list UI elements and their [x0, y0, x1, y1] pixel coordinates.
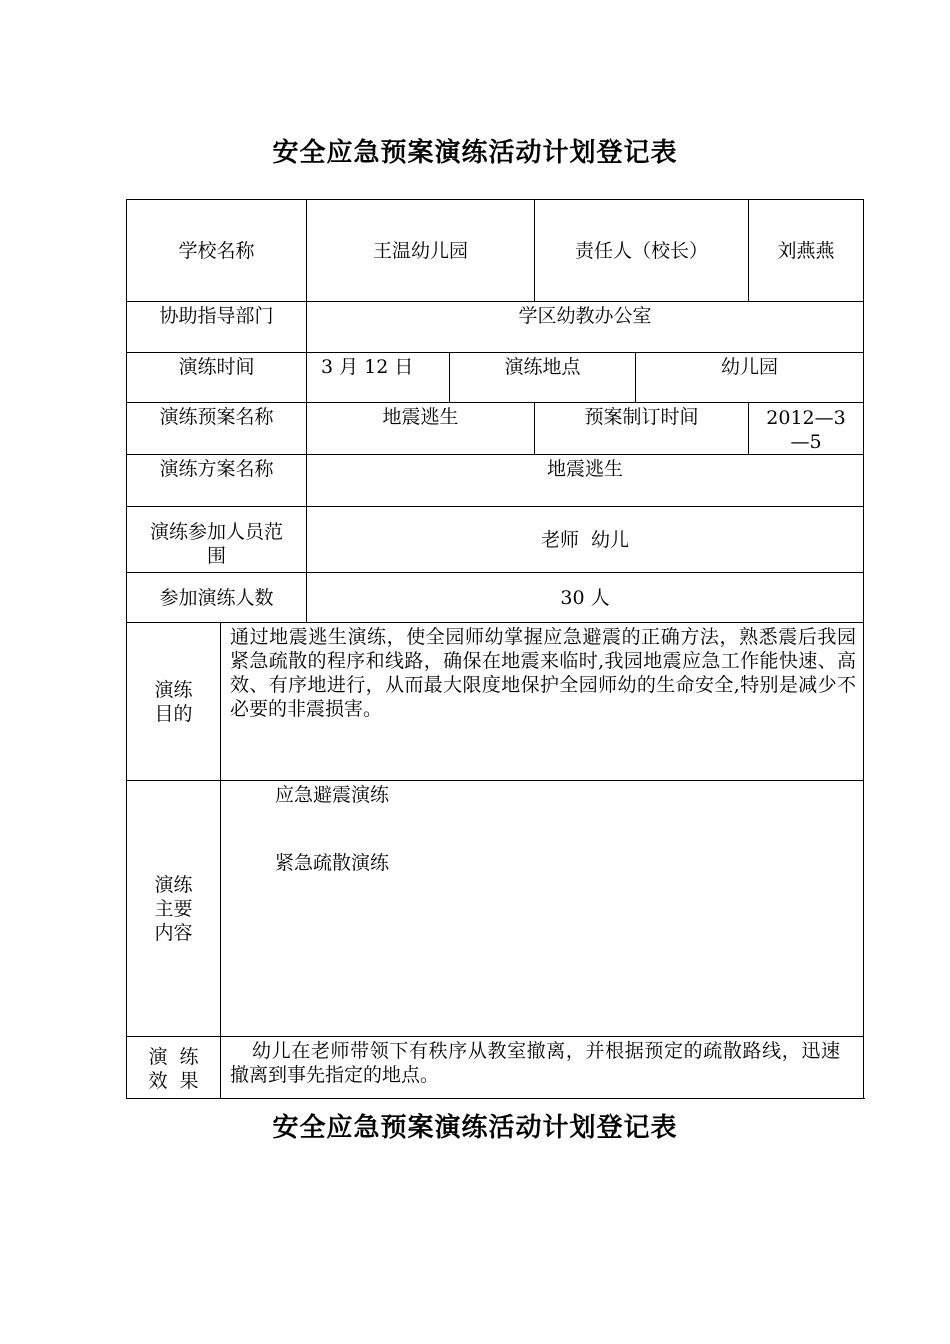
purpose-label-line2: 目的 — [154, 702, 193, 725]
content-label-line2: 主要 — [154, 897, 193, 920]
plan-name-label: 演练预案名称 — [159, 406, 274, 428]
content-label-line3: 内容 — [154, 921, 193, 944]
scheme-name-value: 地震逃生 — [546, 458, 623, 480]
drill-place-value: 幼儿园 — [720, 356, 778, 378]
page-title: 安全应急预案演练活动计划登记表 — [272, 138, 678, 168]
plan-name-value: 地震逃生 — [382, 406, 459, 428]
participant-count-value: 30 人 — [560, 586, 610, 609]
content-item-2: 紧急疏散演练 — [275, 852, 390, 874]
principal-value: 刘燕燕 — [777, 239, 835, 262]
content-label — [127, 781, 220, 1036]
participant-scope-line1: 演练参加人员范 — [149, 521, 283, 543]
plan-date-label: 预案制订时间 — [584, 406, 699, 428]
school-name-label: 学校名称 — [178, 239, 255, 262]
plan-date-line1: 2012—3 — [766, 406, 846, 429]
purpose-text: 通过地震逃生演练，使全园师幼掌握应急避震的正确方法，熟悉震后我园紧急疏散的程序和线路，确保在地震来临时,我园地震应急工作能快速、高效、有序地进行，从而最大限度地保护全园师幼的生命安全,特别是减少不必要的非震损害。 — [230, 626, 856, 720]
scheme-name-label: 演练方案名称 — [159, 458, 274, 480]
plan-date-line2: —5 — [790, 430, 822, 453]
school-name-value: 王温幼儿园 — [372, 239, 468, 262]
drill-time-value: 3 月 12 日 — [321, 356, 414, 378]
table-border — [126, 1098, 865, 1099]
row-divider — [126, 780, 864, 781]
row-divider — [126, 1036, 864, 1037]
effect-label-line1: 演 练 — [148, 1045, 199, 1068]
effect-label — [127, 1039, 220, 1098]
participant-scope-label — [127, 516, 306, 572]
column-divider — [220, 622, 221, 1099]
plan-date-value — [749, 405, 863, 454]
drill-time-label: 演练时间 — [178, 356, 255, 378]
purpose-label-line1: 演练 — [154, 678, 193, 701]
effect-label-line2: 效 果 — [148, 1069, 199, 1092]
drill-place-label: 演练地点 — [504, 356, 581, 378]
page-title-repeat: 安全应急预案演练活动计划登记表 — [272, 1113, 678, 1143]
assist-dept-value: 学区幼教办公室 — [518, 305, 652, 327]
participant-scope-value: 老师 幼儿 — [540, 528, 630, 551]
table-border — [863, 199, 864, 1099]
row-divider — [126, 622, 864, 623]
row-divider — [126, 402, 864, 403]
purpose-label — [127, 623, 220, 780]
row-divider — [126, 454, 864, 455]
participant-scope-line2: 围 — [206, 545, 226, 567]
effect-text: 幼儿在老师带领下有秩序从教室撤离，并根据预定的疏散路线，迅速撤离到事先指定的地点。 — [230, 1040, 840, 1086]
content-item-1: 应急避震演练 — [275, 784, 390, 806]
participant-count-label: 参加演练人数 — [159, 586, 274, 609]
row-divider — [126, 352, 864, 353]
content-label-line1: 演练 — [154, 873, 193, 896]
assist-dept-label: 协助指导部门 — [159, 305, 274, 327]
row-divider — [126, 301, 864, 302]
principal-label: 责任人（校长） — [574, 239, 708, 262]
